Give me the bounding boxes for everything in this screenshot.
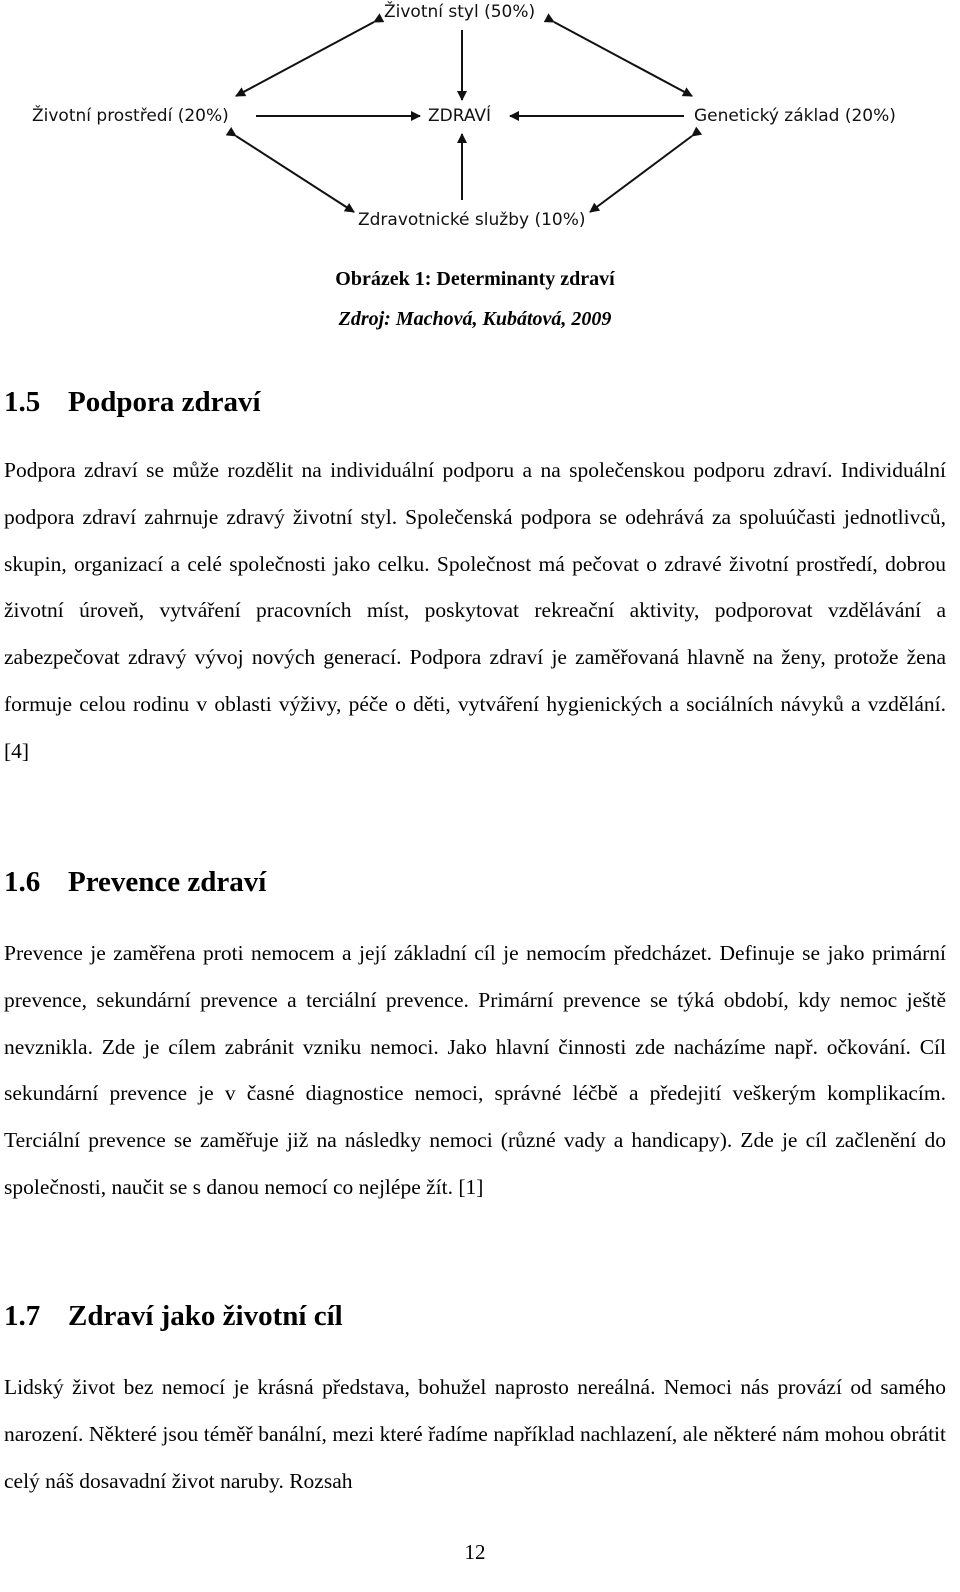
- section-title: Zdraví jako životní cíl: [68, 1300, 343, 1332]
- node-lifestyle: Životní styl (50%): [384, 2, 536, 22]
- section-title: Podpora zdraví: [68, 386, 261, 418]
- section-heading-1-5: [4, 386, 261, 419]
- section-paragraph-1-7: Lidský život bez nemocí je krásná představa, bohužel naprosto nereálná. Nemoci nás provází od samého narození. Některé jsou téměř banální, mezi které řadíme například nachlazení, ale některé nám mohou obrátit celý náš dosavadní život naruby. Rozsah: [4, 1375, 946, 1493]
- figure-caption: Obrázek 1: Determinanty zdraví: [335, 268, 615, 290]
- arrow-top-left: [236, 22, 374, 96]
- node-health-services: Zdravotnické služby (10%): [358, 210, 586, 230]
- node-environment: Životní prostředí (20%): [32, 106, 229, 126]
- section-paragraph-1-5: Podpora zdraví se může rozdělit na individuální podporu a na společenskou podporu zdraví. Individuální podpora zdraví zahrnuje zdravý životní styl. Společenská podpora se odehrává za spoluúčasti jednotlivců, skupin, organizací a celé společnosti jako celku. Společnost má pečovat o zdravé životní prostředí, dobrou životní úroveň, vytváření pracovních míst, poskytovat rekreační aktivity, podporovat vzdělávání a zabezpečovat zdravý vývoj nových generací. Podpora zdraví je zaměřovaná hlavně na ženy, protože žena formuje celou rodinu v oblasti výživy, péče o děti, vytváření hygienických a sociálních návyků a vzdělání. [4]: [4, 458, 946, 763]
- section-number: 1.6: [4, 866, 41, 898]
- arrow-bottom-left: [236, 136, 354, 212]
- node-genetics: Genetický základ (20%): [694, 106, 896, 126]
- section-heading-1-7: [4, 1300, 343, 1333]
- node-health: ZDRAVÍ: [428, 106, 492, 126]
- section-number: 1.7: [4, 1300, 41, 1332]
- page-number: 12: [464, 1540, 486, 1564]
- arrow-top-right: [554, 22, 692, 96]
- figure-source: Zdroj: Machová, Kubátová, 2009: [338, 308, 612, 330]
- health-determinants-diagram: [0, 0, 960, 250]
- arrow-bottom-right: [590, 136, 692, 212]
- section-number: 1.5: [4, 386, 41, 418]
- section-title: Prevence zdraví: [68, 866, 267, 898]
- section-paragraph-1-6: Prevence je zaměřena proti nemocem a její základní cíl je nemocím předcházet. Definuje se jako primární prevence, sekundární prevence a terciální prevence. Primární prevence se týká období, kdy nemoc ještě nevznikla. Zde je cílem zabránit vzniku nemoci. Jako hlavní činnosti zde nacházíme např. očkování. Cíl sekundární prevence je v časné diagnostice nemoci, správné léčbě a předejití veškerým komplikacím. Terciální prevence se zaměřuje již na následky nemoci (různé vady a handicapy). Zde je cíl začlenění do společnosti, naučit se s danou nemocí co nejlépe žít. [1]: [4, 941, 946, 1199]
- section-heading-1-6: [4, 866, 266, 899]
